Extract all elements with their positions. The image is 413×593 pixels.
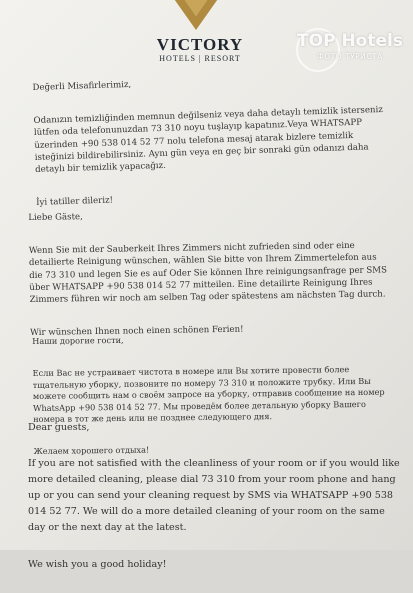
watermark-subtitle: ФОТО ТУРИСТА	[317, 52, 383, 61]
english-greeting: Dear guests,	[28, 422, 90, 434]
victory-logo-icon	[168, 0, 224, 34]
russian-body: Если Вас не устраивает чистота в номере или Вы хотите провести более тщательную уборку, позвоните по номеру 73 310 и положите трубку. Или Вы можете сообщить нам о своём запросе на уборку, отправив сообщение на номер WhatsApp +90 538 014 52 77. Мы проведём более детальную уборку Вашего номера в тот же день или не позднее следующего дня.	[32, 364, 385, 425]
brand-logo	[150, 36, 250, 64]
turkish-closing: İyi tatiller dileriz!	[36, 195, 114, 208]
german-body: Wenn Sie mit der Sauberkeit Ihres Zimmers nicht zufrieden sind oder eine detailierte Reinigung wünschen, wählen Sie bitte von Ihrem Zimmertelefon aus die 73 310 und legen Sie es auf Oder Sie können Ihre reinigungsanfrage per SMS über WHATSAPP +90 538 014 52 77 mitteilen. Eine detailirte Reinigung Ihres Zimmers führen wir noch am selben Tag oder spätestens am nächsten Tag durch.	[28, 240, 388, 306]
brand-name: VICTORY	[156, 35, 244, 54]
turkish-greeting: Değerli Misafirlerimiz,	[32, 80, 132, 94]
german-closing: Wir wünschen Ihnen noch einen schönen Ferien!	[30, 324, 244, 339]
brand-subtitle: HOTELS | RESORT	[159, 54, 241, 63]
turkish-body: Odanızın temizliğinden memnun değilseniz veya daha detaylı temizlik isterseniz lütfen oda telefonunuzdan 73 310 noyu tuşlayıp kapatınız.Veya WHATSAPP üzerinden +90 538 014 52 77 nolu telefona mesaj atarak bizlere temizlik isteğinizi bildirebilirsiniz. Aynı gün veya en geç bir sonraki gün odanızı daha detaylı bir temizlik yapacağız.	[33, 104, 383, 176]
watermark-title: TOP Hotels	[297, 31, 403, 51]
english-closing: We wish you a good holiday!	[28, 558, 167, 570]
german-greeting: Liebe Gäste,	[28, 212, 83, 224]
english-section	[28, 408, 403, 593]
russian-greeting: Наши дорогие гости,	[32, 335, 124, 347]
russian-closing: Желаем хорошего отдыха!	[33, 444, 150, 457]
english-body: If you are not satisfied with the cleanliness of your room or if you would like more detailed cleaning, please dial 73 310 from your room phone and hang up or you can send your cleaning request by SMS via WHATSAPP +90 538 014 52 77. We will do a more detailed cleaning of your room on the same day or the next day at the latest.	[28, 458, 400, 534]
